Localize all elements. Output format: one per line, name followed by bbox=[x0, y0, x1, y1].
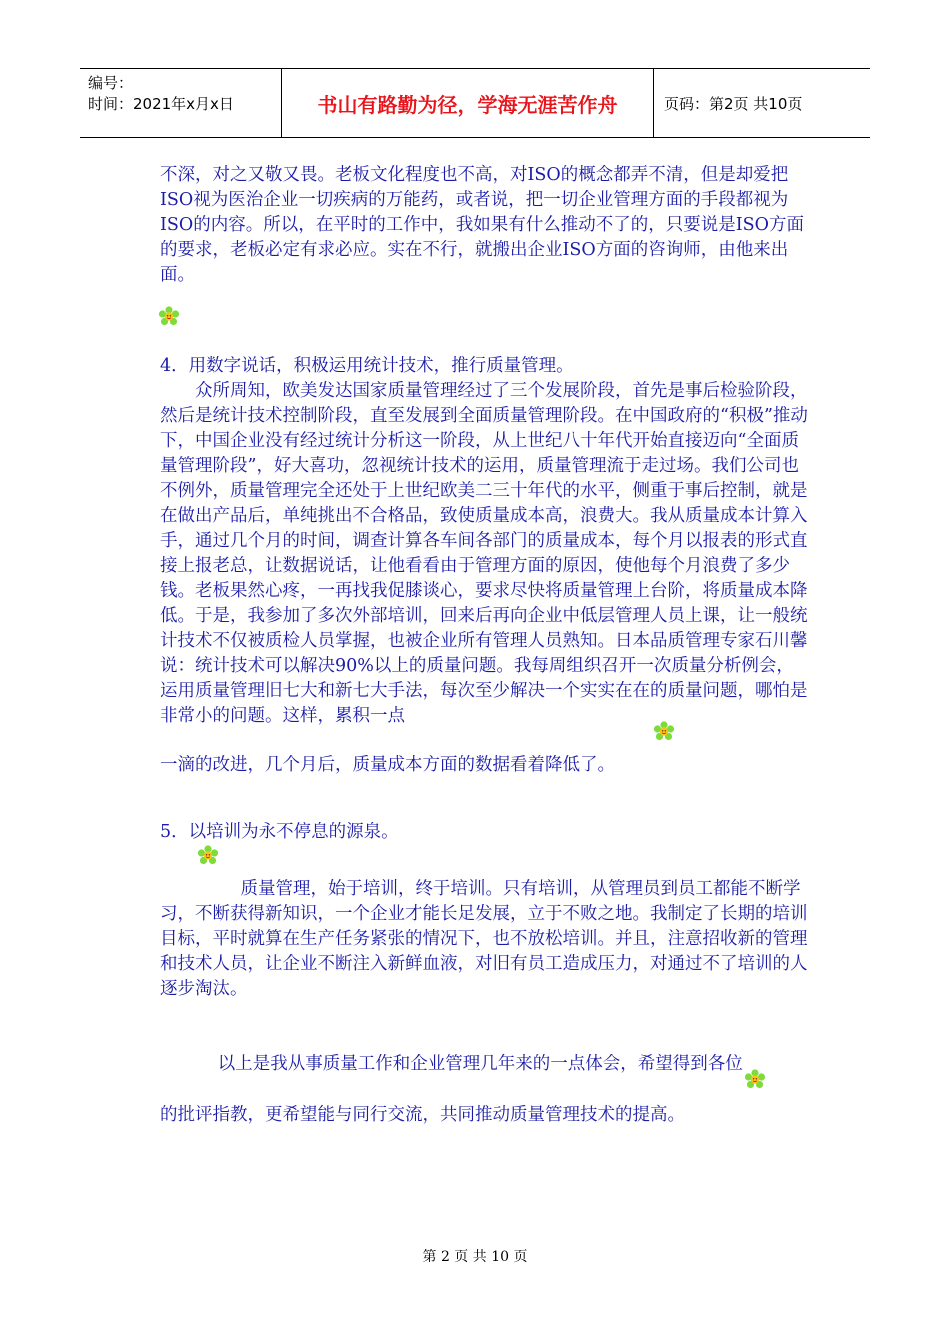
flower-icon bbox=[653, 721, 675, 743]
header-page-number: 页码：第2页 共10页 bbox=[664, 94, 803, 113]
doc-number-label: 编号： bbox=[88, 74, 134, 92]
header-meta bbox=[80, 69, 282, 137]
header-motto: 书山有路勤为径，学海无涯苦作舟 bbox=[282, 69, 654, 137]
heading-section-5: 5．以培训为永不停息的源泉。 bbox=[160, 822, 399, 842]
flower-icon bbox=[158, 306, 180, 328]
flower-icon bbox=[197, 845, 219, 867]
flower-icon bbox=[744, 1069, 766, 1091]
page-header bbox=[80, 68, 870, 138]
paragraph-statistics-end: 一滴的改进，几个月后，质量成本方面的数据看着降低了。 bbox=[160, 755, 615, 775]
heading-section-4: 4．用数字说话，积极运用统计技术，推行质量管理。 bbox=[160, 356, 574, 376]
paragraph-training: 质量管理，始于培训，终于培训。只有培训，从管理员到员工都能不断学习，不断获得新知识，一个企业才能长足发展，立于不败之地。我制定了长期的培训目标，平时就算在生产任务紧张的情况下，也不放松培训。并且，注意招收新的管理和技术人员，让企业不断注入新鲜血液，对旧有员工造成压力，对通过不了培训的人逐步淘汰。 bbox=[160, 879, 808, 999]
page-footer: 第 2 页 共 10 页 bbox=[422, 1249, 528, 1265]
paragraph-iso: 不深，对之又敬又畏。老板文化程度也不高，对ISO的概念都弄不清，但是却爱把ISO视为医治企业一切疾病的万能药，或者说，把一切企业管理方面的手段都视为ISO的内容。所以，在平时的工作中，我如果有什么推动不了的，只要说是ISO方面的要求，老板必定有求必应。实在不行，就搬出企业ISO方面的咨询师，由他来出面。 bbox=[160, 165, 804, 285]
paragraph-conclusion-end: 的批评指教，更希望能与同行交流，共同推动质量管理技术的提高。 bbox=[160, 1105, 685, 1125]
paragraph-conclusion: 以上是我从事质量工作和企业管理几年来的一点体会，希望得到各位 bbox=[217, 1054, 743, 1074]
paragraph-statistics: 众所周知，欧美发达国家质量管理经过了三个发展阶段，首先是事后检验阶段，然后是统计技术控制阶段，直至发展到全面质量管理阶段。在中国政府的“积极”推动下，中国企业没有经过统计分析这一阶段，从上世纪八十年代开始直接迈向“全面质量管理阶段”，好大喜功，忽视统计技术的运用，质量管理流于走过场。我们公司也不例外，质量管理完全还处于上世纪欧美二三十年代的水平，侧重于事后控制，就是在做出产品后，单纯挑出不合格品，致使质量成本高，浪费大。我从质量成本计算入手，通过几个月的时间，调查计算各车间各部门的质量成本，每个月以报表的形式直接上报老总，让数据说话，让他看看由于管理方面的原因，使他每个月浪费了多少钱。老板果然心疼，一再找我促膝谈心，要求尽快将质量管理上台阶，将质量成本降低。于是，我参加了多次外部培训，回来后再向企业中低层管理人员上课，让一般统计技术不仅被质检人员掌握，也被企业所有管理人员熟知。日本品质管理专家石川馨说：统计技术可以解决90%以上的质量问题。我每周组织召开一次质量分析例会，运用质量管理旧七大和新七大手法，每次至少解决一个实实在在的质量问题，哪怕是非常小的问题。这样，累积一点 bbox=[160, 381, 808, 726]
document-body bbox=[160, 163, 810, 1128]
doc-date-label: 时间：2021年x月x日 bbox=[88, 95, 234, 113]
